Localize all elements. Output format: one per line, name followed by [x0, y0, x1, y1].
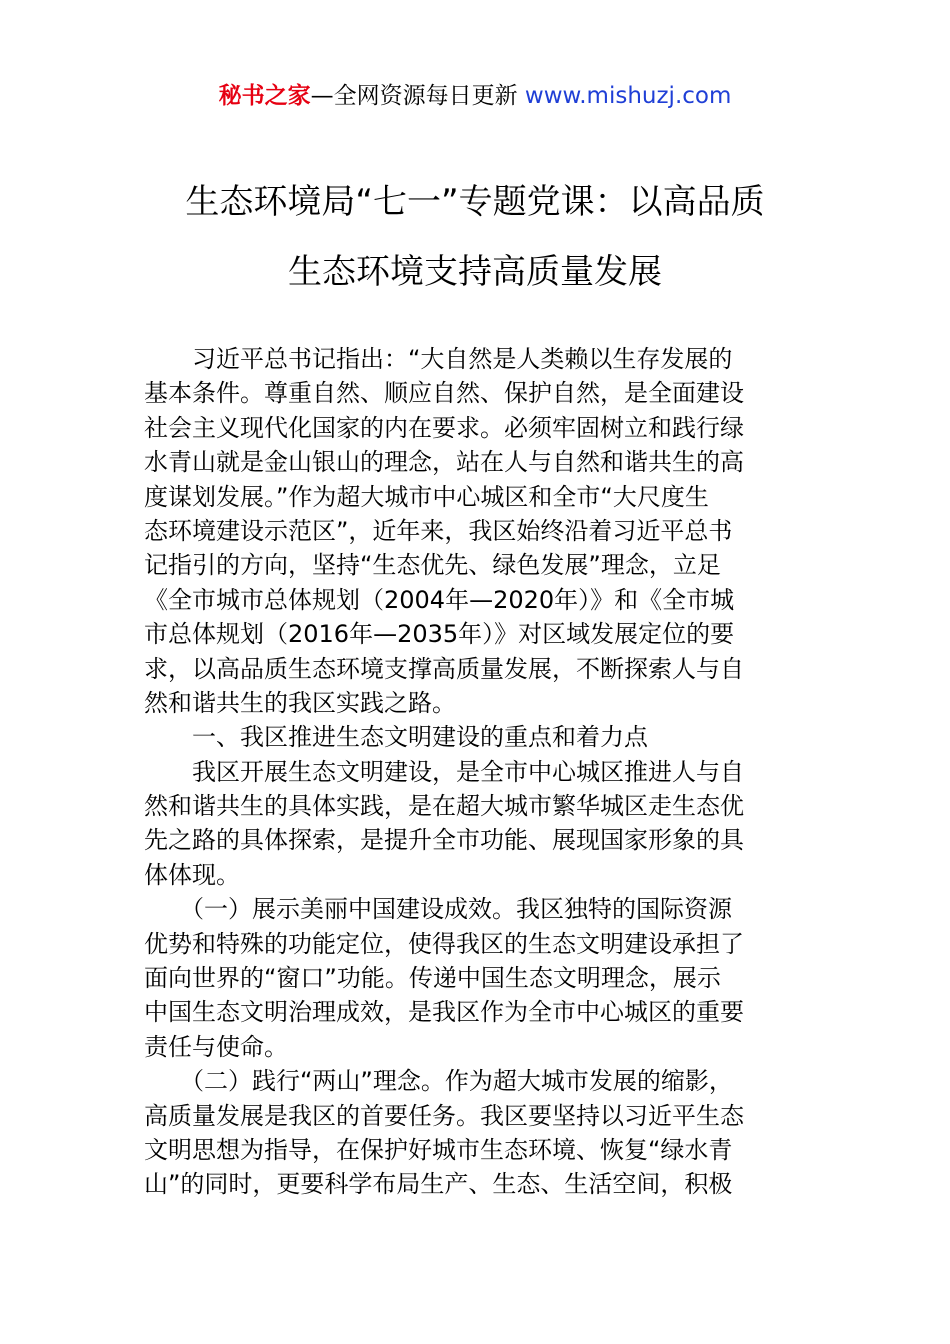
body-line: 市总体规划（2016年—2035年）》对区域发展定位的要: [144, 620, 735, 649]
document-title-line-2: 生态环境支持高质量发展: [288, 252, 662, 292]
body-line: 习近平总书记指出：“大自然是人类赖以生存发展的: [144, 345, 733, 373]
body-line: 基本条件。尊重自然、顺应自然、保护自然，是全面建设: [144, 379, 744, 408]
document-title-line-1: 生态环境局“七一”专题党课：以高品质: [185, 182, 765, 222]
body-line: （二）践行“两山”理念。作为超大城市发展的缩影，: [144, 1067, 733, 1096]
body-line: 求，以高品质生态环境支撑高质量发展，不断探索人与自: [144, 654, 744, 683]
body-line: 体体现。: [144, 860, 240, 889]
body-line: 高质量发展是我区的首要任务。我区要坚持以习近平生态: [144, 1101, 744, 1130]
body-line: 面向世界的“窗口”功能。传递中国生态文明理念，展示: [144, 964, 721, 993]
body-line: 态环境建设示范区”，近年来，我区始终沿着习近平总书: [144, 516, 733, 545]
body-line: 责任与使命。: [144, 1032, 288, 1061]
body-line: 然和谐共生的具体实践，是在超大城市繁华城区走生态优: [144, 792, 744, 821]
body-line: 然和谐共生的我区实践之路。: [144, 688, 456, 717]
site-header: [0, 80, 950, 112]
body-line: 先之路的具体探索，是提升全市功能、展现国家形象的具: [144, 826, 744, 855]
body-line: （一）展示美丽中国建设成效。我区独特的国际资源: [144, 895, 732, 924]
body-line: 记指引的方向，坚持“生态优先、绿色发展”理念，立足: [144, 551, 721, 580]
brand-name: 秘书之家: [218, 83, 311, 109]
body-line: 山”的同时，更要科学布局生产、生态、生活空间，积极: [144, 1170, 733, 1199]
section-heading: 一、我区推进生态文明建设的重点和着力点: [144, 723, 648, 752]
body-line: 文明思想为指导，在保护好城市生态环境、恢复“绿水青: [144, 1135, 733, 1164]
body-line: 社会主义现代化国家的内在要求。必须牢固树立和践行绿: [144, 413, 744, 442]
body-line: 水青山就是金山银山的理念，站在人与自然和谐共生的高: [144, 448, 744, 477]
body-line: 《全市城市总体规划（2004年—2020年）》和《全市城: [144, 585, 735, 614]
body-line: 我区开展生态文明建设，是全市中心城区推进人与自: [144, 757, 744, 786]
body-line: 中国生态文明治理成效，是我区作为全市中心城区的重要: [144, 998, 744, 1027]
document-body: [144, 342, 814, 1202]
body-line: 度谋划发展。”作为超大城市中心城区和全市“大尺度生: [144, 482, 709, 511]
header-tagline: —全网资源每日更新: [310, 83, 525, 109]
site-url[interactable]: www.mishuzj.com: [524, 83, 732, 109]
body-line: 优势和特殊的功能定位，使得我区的生态文明建设承担了: [144, 929, 744, 958]
